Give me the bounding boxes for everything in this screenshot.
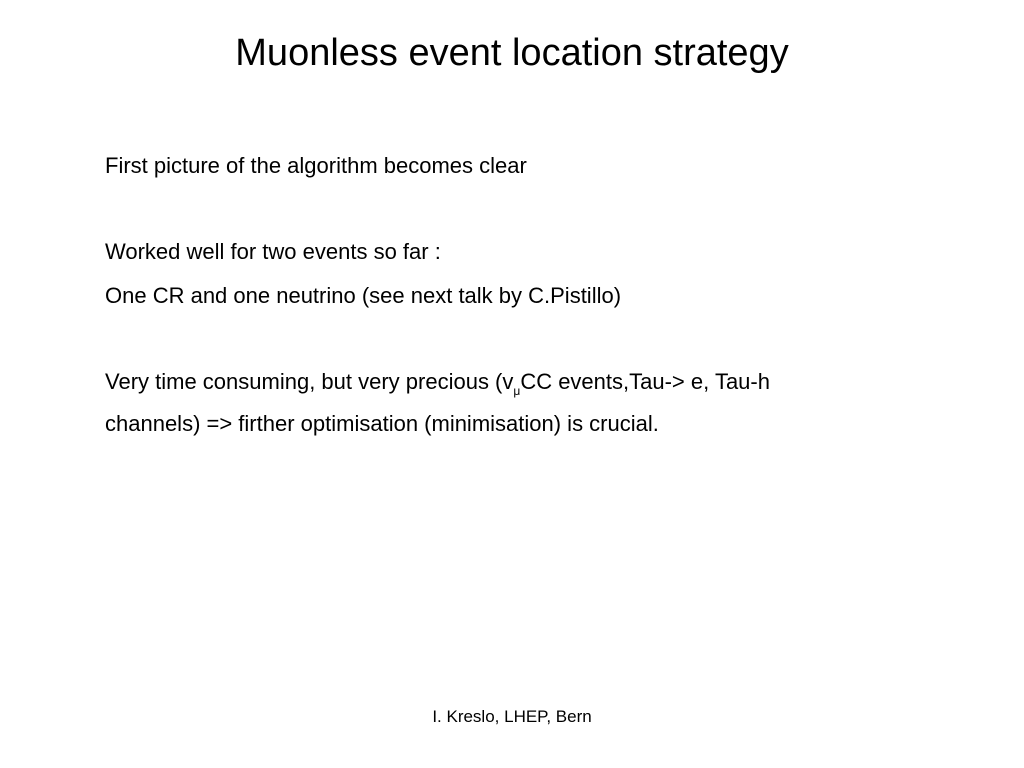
body-line-time-consuming (105, 369, 770, 398)
slide-footer: I. Kreslo, LHEP, Bern (432, 707, 592, 726)
body-line-worked-well: Worked well for two events so far : (105, 239, 441, 264)
body-line-cr-neutrino: One CR and one neutrino (see next talk by C.Pistillo) (105, 283, 622, 308)
slide-title: Muonless event location strategy (235, 32, 789, 74)
time-consuming-suffix: CC events,Tau-> e, Tau-h (520, 369, 770, 394)
time-consuming-prefix: Very time consuming, but very precious (v (105, 369, 514, 394)
body-line-optimisation: channels) => firther optimisation (minimisation) is crucial. (105, 411, 659, 436)
mu-subscript: μ (513, 384, 521, 398)
body-line-algorithm: First picture of the algorithm becomes clear (105, 153, 527, 178)
